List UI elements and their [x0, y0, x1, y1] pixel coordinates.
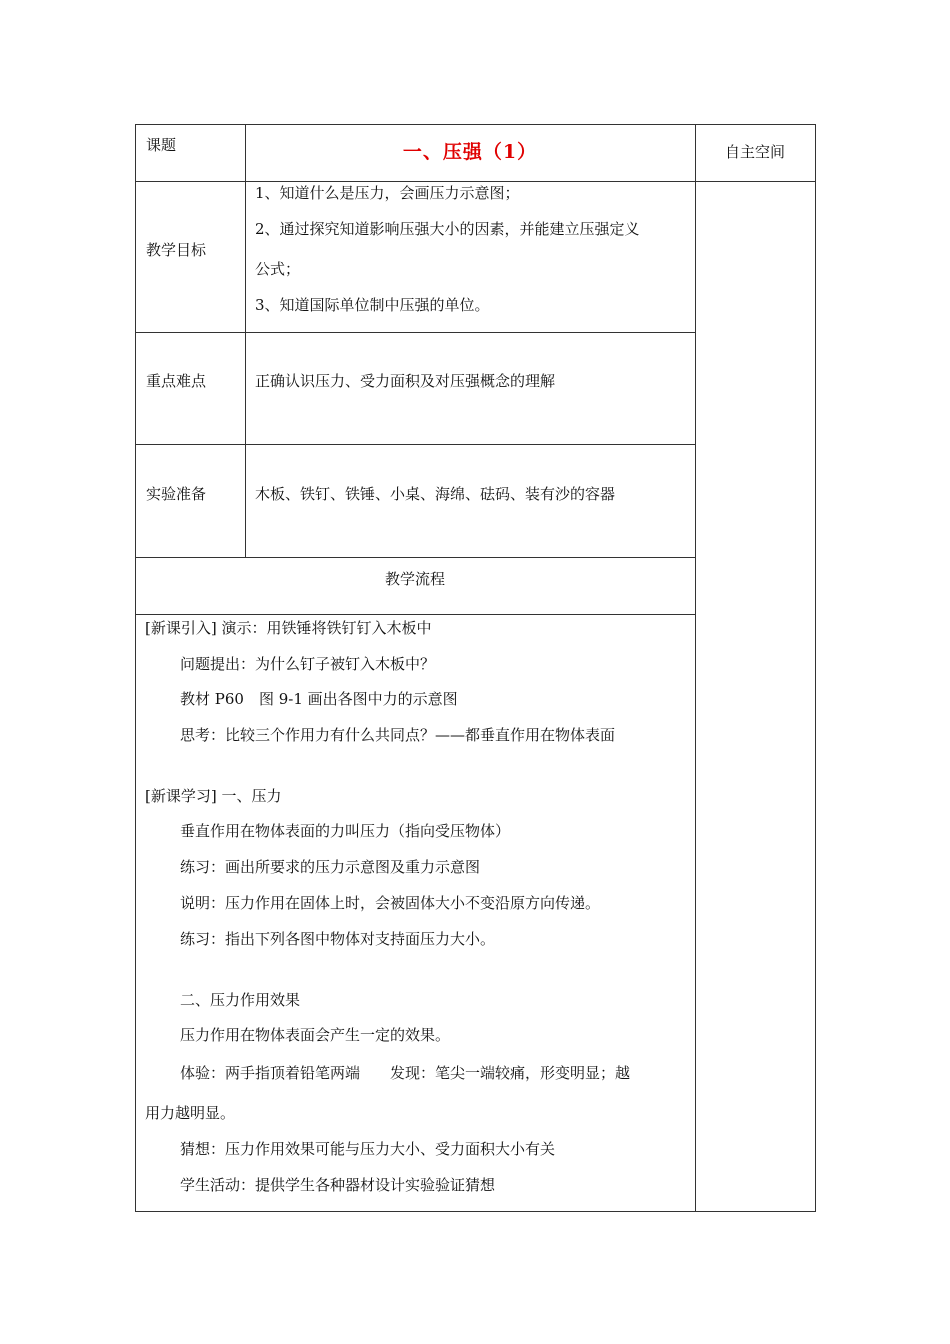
goals-label: 教学目标	[146, 241, 207, 259]
side-column-label: 自主空间	[724, 143, 785, 161]
lesson-title: 一、压强（1）	[402, 141, 538, 163]
goals-line: 1、知道什么是压力，会画压力示意图；	[255, 184, 520, 202]
row-divider	[135, 557, 696, 558]
process-line: [新课引入] 演示：用铁锤将铁钉钉入木板中	[145, 619, 432, 637]
prep-label: 实验准备	[146, 485, 207, 503]
process-line: 二、压力作用效果	[180, 991, 301, 1009]
process-line: 说明：压力作用在固体上时，会被固体大小不变沿原方向传递。	[180, 894, 601, 912]
goals-line: 公式；	[255, 260, 301, 278]
process-line: 问题提出：为什么钉子被钉入木板中？	[180, 655, 436, 673]
table-border-left	[135, 124, 136, 1212]
row-divider	[135, 444, 696, 445]
goals-line: 3、知道国际单位制中压强的单位。	[255, 296, 490, 314]
topic-label: 课题	[146, 136, 177, 154]
process-line: 学生活动：提供学生各种器材设计实验验证猜想	[180, 1176, 496, 1194]
process-line: 猜想：压力作用效果可能与压力大小、受力面积大小有关	[180, 1140, 556, 1158]
process-line: 垂直作用在物体表面的力叫压力（指向受压物体）	[180, 822, 511, 840]
row-divider	[135, 614, 696, 615]
row-divider	[135, 181, 816, 182]
table-border-top	[135, 124, 816, 125]
process-heading: 教学流程	[384, 570, 445, 588]
key-points-label: 重点难点	[146, 372, 207, 390]
process-line: 压力作用在物体表面会产生一定的效果。	[180, 1026, 451, 1044]
row-divider	[135, 332, 696, 333]
key-points-text: 正确认识压力、受力面积及对压强概念的理解	[255, 372, 556, 390]
process-line: 用力越明显。	[145, 1104, 236, 1122]
prep-text: 木板、铁钉、铁锤、小桌、海绵、砝码、装有沙的容器	[255, 485, 616, 503]
label-column-divider	[245, 124, 246, 557]
goals-line: 2、通过探究知道影响压强大小的因素，并能建立压强定义	[255, 220, 640, 238]
lesson-plan-table	[135, 124, 816, 1212]
process-line: 练习：画出所要求的压力示意图及重力示意图	[180, 858, 481, 876]
process-line: 练习：指出下列各图中物体对支持面压力大小。	[180, 930, 496, 948]
side-column-divider	[695, 124, 696, 1212]
process-line: 体验：两手指顶着铅笔两端 发现：笔尖一端较痛，形变明显；越	[180, 1064, 631, 1082]
process-line: 思考：比较三个作用力有什么共同点？——都垂直作用在物体表面	[180, 726, 616, 744]
process-line: 教材 P60 图 9-1 画出各图中力的示意图	[180, 690, 458, 708]
process-line: [新课学习] 一、压力	[145, 787, 282, 805]
table-border-bottom	[135, 1211, 816, 1212]
table-border-right	[815, 124, 816, 1212]
